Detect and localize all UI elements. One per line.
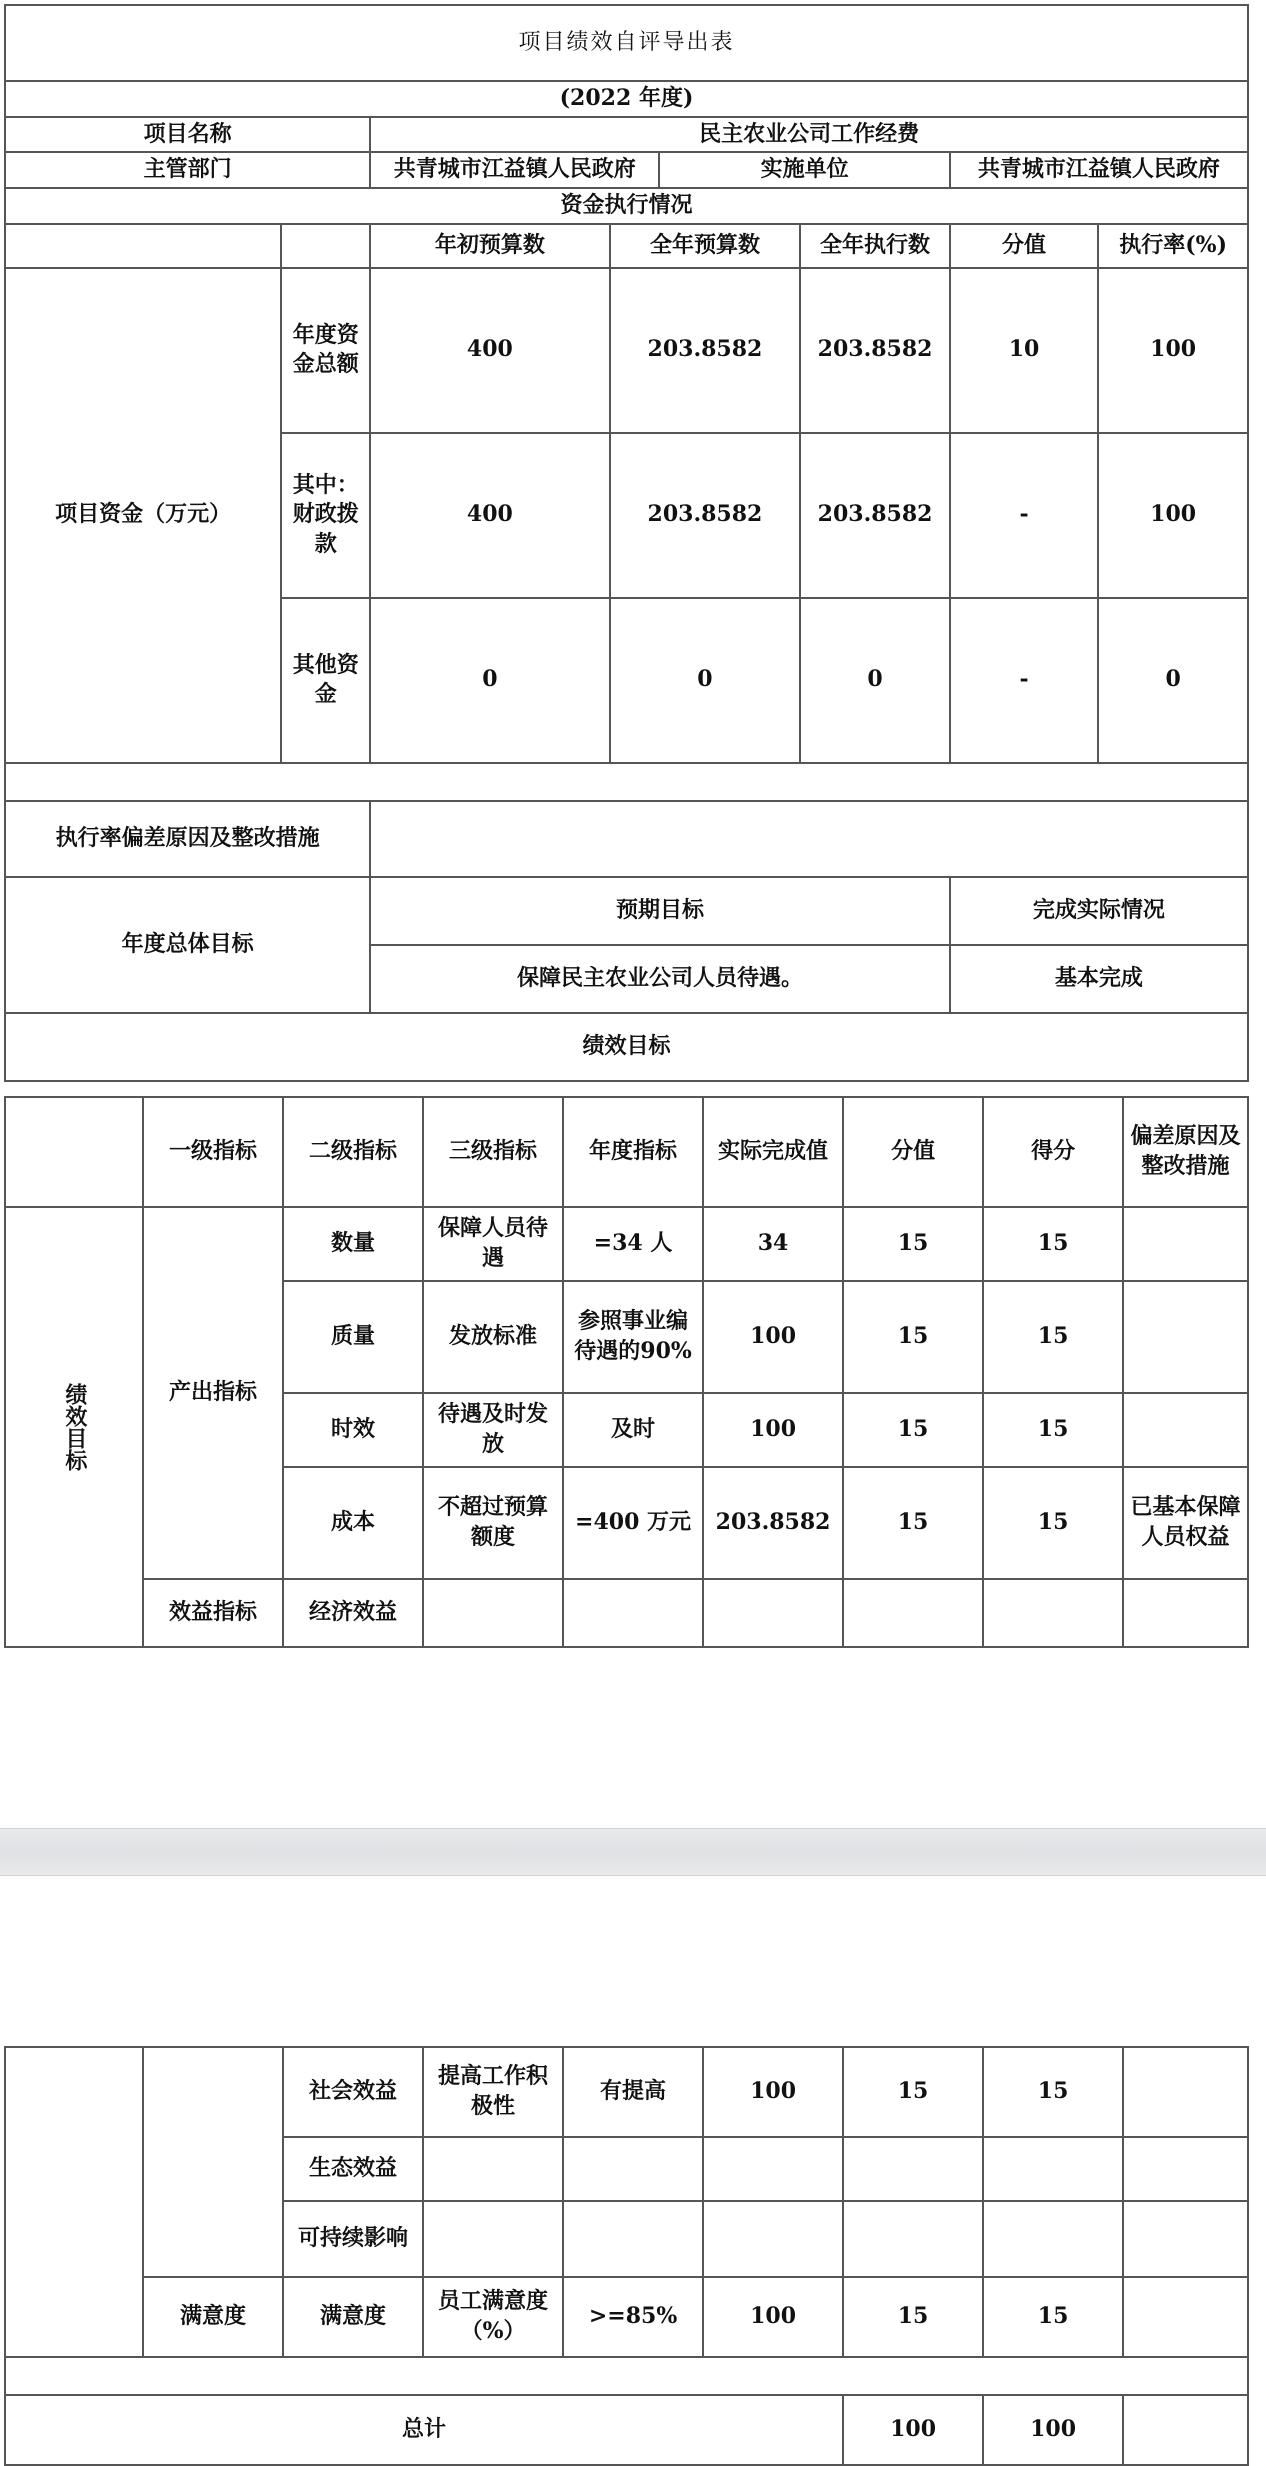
perf-header: 偏差原因及整改措施: [1123, 1097, 1248, 1207]
funds-cell: 203.8582: [800, 268, 950, 433]
output-l3: 不超过预算额度: [423, 1467, 563, 1579]
output-actual: 100: [703, 1281, 843, 1393]
perf-header: 年度指标: [563, 1097, 703, 1207]
funds-row-label: 年度资金总额: [281, 268, 370, 433]
output-actual: 203.8582: [703, 1467, 843, 1579]
output-l3: 保障人员待遇: [423, 1207, 563, 1281]
funds-cell: 10: [950, 268, 1098, 433]
satisfaction-score: 15: [983, 2277, 1123, 2357]
benefit-l2: 社会效益: [283, 2047, 423, 2137]
output-score-value: 15: [843, 1281, 983, 1393]
output-indicator-label: 产出指标: [143, 1207, 283, 1579]
perf-indicators-page1: [4, 1096, 1249, 1648]
output-note: 已基本保障人员权益: [1123, 1467, 1248, 1579]
satisfaction-note: [1123, 2277, 1248, 2357]
output-l2: 成本: [283, 1467, 423, 1579]
funds-cell: 100: [1098, 433, 1248, 598]
empty-cell: [703, 2201, 843, 2277]
blank-row: [5, 763, 1248, 801]
perf-header: 实际完成值: [703, 1097, 843, 1207]
output-note: [1123, 1207, 1248, 1281]
satisfaction-target: >=85%: [563, 2277, 703, 2357]
empty-cell: [983, 2201, 1123, 2277]
l1-blank: [143, 2047, 283, 2277]
empty-cell: [1123, 2201, 1248, 2277]
output-target: 及时: [563, 1393, 703, 1467]
benefit-l2: 经济效益: [283, 1579, 423, 1647]
empty-cell: [983, 1579, 1123, 1647]
funds-header-blank-2: [281, 224, 370, 268]
output-l3: 发放标准: [423, 1281, 563, 1393]
performance-section-title: 绩效目标: [5, 1013, 1248, 1081]
empty-cell: [703, 1579, 843, 1647]
funds-section-title: 资金执行情况: [5, 188, 1248, 224]
perf-header: 分值: [843, 1097, 983, 1207]
benefit-target: 有提高: [563, 2047, 703, 2137]
perf-header: 二级指标: [283, 1097, 423, 1207]
output-score: 15: [983, 1467, 1123, 1579]
funds-header: 全年执行数: [800, 224, 950, 268]
empty-cell: [703, 2137, 843, 2201]
output-note: [1123, 1281, 1248, 1393]
funds-header-blank: [5, 224, 281, 268]
funds-cell: 0: [610, 598, 801, 763]
funds-header: 年初预算数: [370, 224, 609, 268]
empty-cell: [983, 2137, 1123, 2201]
output-target: =34 人: [563, 1207, 703, 1281]
benefit-l2: 可持续影响: [283, 2201, 423, 2277]
deviation-value: [370, 801, 1248, 877]
output-l2: 质量: [283, 1281, 423, 1393]
funds-cell: 0: [800, 598, 950, 763]
funds-cell: 400: [370, 268, 609, 433]
satisfaction-actual: 100: [703, 2277, 843, 2357]
output-target: 参照事业编待遇的90%: [563, 1281, 703, 1393]
total-score-value: 100: [843, 2395, 983, 2465]
empty-cell: [1123, 2137, 1248, 2201]
expected-goal-value: 保障民主农业公司人员待遇。: [370, 945, 950, 1013]
output-score-value: 15: [843, 1467, 983, 1579]
empty-cell: [843, 2137, 983, 2201]
page-title: 项目绩效自评导出表: [5, 5, 1248, 81]
perf-table-page1: [4, 4, 1249, 1082]
funds-cell: 400: [370, 433, 609, 598]
output-actual: 34: [703, 1207, 843, 1281]
perf-header: 三级指标: [423, 1097, 563, 1207]
funds-cell: 203.8582: [610, 268, 801, 433]
benefit-score-value: 15: [843, 2047, 983, 2137]
actual-result-header: 完成实际情况: [950, 877, 1248, 945]
funds-row-label: 其中：财政拨款: [281, 433, 370, 598]
output-actual: 100: [703, 1393, 843, 1467]
output-score: 15: [983, 1207, 1123, 1281]
satisfaction-l2: 满意度: [283, 2277, 423, 2357]
output-score-value: 15: [843, 1207, 983, 1281]
output-score: 15: [983, 1393, 1123, 1467]
empty-cell: [563, 2201, 703, 2277]
dept-value: 共青城市江益镇人民政府: [370, 152, 659, 188]
output-target: =400 万元: [563, 1467, 703, 1579]
perf-header: 得分: [983, 1097, 1123, 1207]
annual-goal-label: 年度总体目标: [5, 877, 370, 1013]
dept-label: 主管部门: [5, 152, 370, 188]
output-l2: 数量: [283, 1207, 423, 1281]
satisfaction-indicator-label: 满意度: [143, 2277, 283, 2357]
performance-side-label: 绩效目标: [5, 1207, 143, 1647]
total-label: 总计: [5, 2395, 843, 2465]
funds-cell: -: [950, 598, 1098, 763]
benefit-l3: 提高工作积极性: [423, 2047, 563, 2137]
output-note: [1123, 1393, 1248, 1467]
funds-header: 全年预算数: [610, 224, 801, 268]
impl-value: 共青城市江益镇人民政府: [950, 152, 1248, 188]
empty-cell: [843, 1579, 983, 1647]
empty-cell: [1123, 1579, 1248, 1647]
empty-cell: [423, 2137, 563, 2201]
perf-table-page2: [4, 2046, 1249, 2466]
perf-header-blank: [5, 1097, 143, 1207]
funds-cell: 0: [1098, 598, 1248, 763]
project-name-value: 民主农业公司工作经费: [370, 117, 1248, 153]
page-separator: [0, 1828, 1266, 1876]
actual-result-value: 基本完成: [950, 945, 1248, 1013]
empty-cell: [563, 2137, 703, 2201]
expected-goal-header: 预期目标: [370, 877, 950, 945]
funds-cell: 203.8582: [610, 433, 801, 598]
empty-cell: [843, 2201, 983, 2277]
side-blank: [5, 2047, 143, 2357]
funds-header: 执行率(%): [1098, 224, 1248, 268]
benefit-indicator-label: 效益指标: [143, 1579, 283, 1647]
project-name-label: 项目名称: [5, 117, 370, 153]
total-score: 100: [983, 2395, 1123, 2465]
empty-cell: [563, 1579, 703, 1647]
empty-cell: [423, 2201, 563, 2277]
benefit-score: 15: [983, 2047, 1123, 2137]
empty-cell: [423, 1579, 563, 1647]
perf-header: 一级指标: [143, 1097, 283, 1207]
year-label: (2022 年度): [5, 81, 1248, 117]
funds-cell: 100: [1098, 268, 1248, 433]
satisfaction-l3: 员工满意度（%）: [423, 2277, 563, 2357]
benefit-l2: 生态效益: [283, 2137, 423, 2201]
output-l3: 待遇及时发放: [423, 1393, 563, 1467]
output-score-value: 15: [843, 1393, 983, 1467]
benefit-actual: 100: [703, 2047, 843, 2137]
funds-cell: -: [950, 433, 1098, 598]
total-note: [1123, 2395, 1248, 2465]
funds-group-label: 项目资金（万元）: [5, 268, 281, 763]
blank-row: [5, 2357, 1248, 2395]
output-score: 15: [983, 1281, 1123, 1393]
output-l2: 时效: [283, 1393, 423, 1467]
funds-header: 分值: [950, 224, 1098, 268]
funds-row-label: 其他资金: [281, 598, 370, 763]
funds-cell: 203.8582: [800, 433, 950, 598]
impl-label: 实施单位: [659, 152, 949, 188]
satisfaction-score-value: 15: [843, 2277, 983, 2357]
funds-cell: 0: [370, 598, 609, 763]
deviation-label: 执行率偏差原因及整改措施: [5, 801, 370, 877]
benefit-note: [1123, 2047, 1248, 2137]
